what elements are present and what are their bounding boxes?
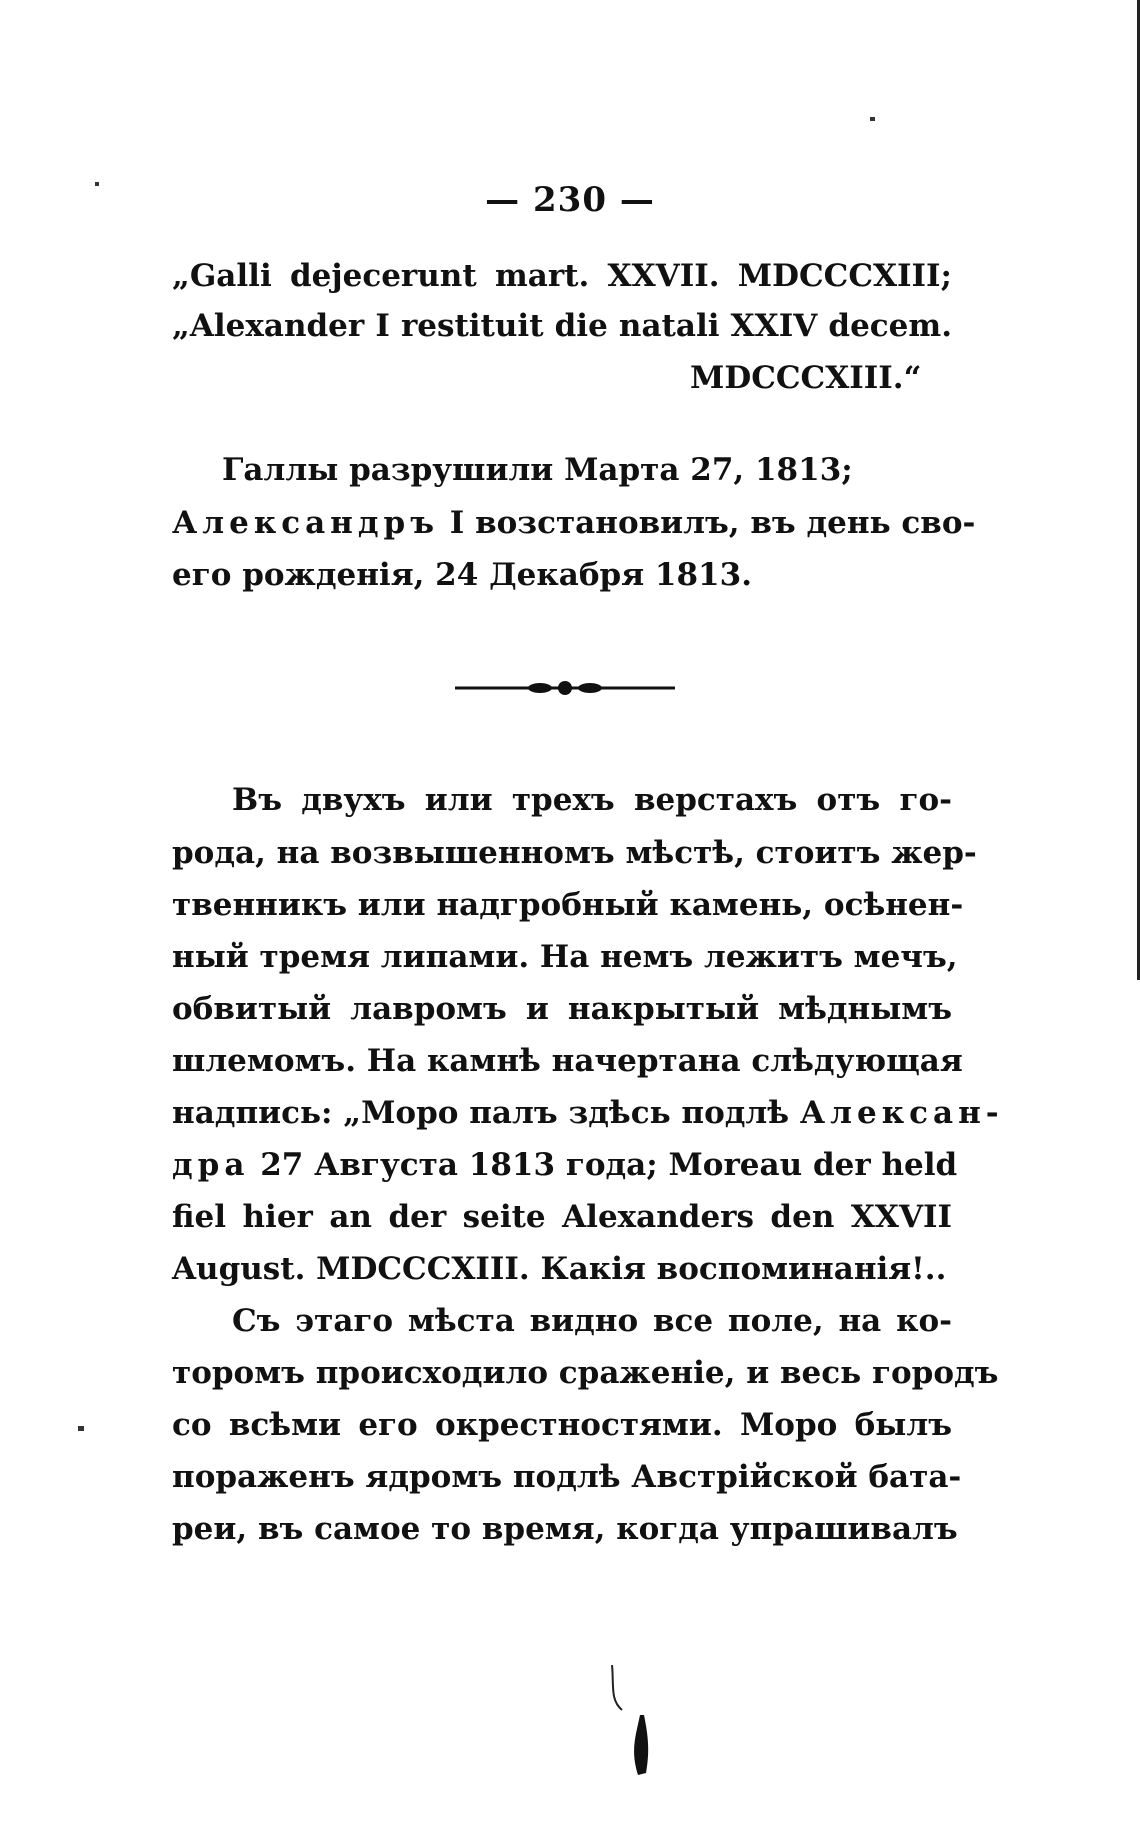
paragraph1-line-6: шлемомъ. На камнѣ начертана слѣдующая [172,1043,963,1079]
page-number: — 230 — [485,180,655,220]
russian-line-1: Галлы разрушили Марта 27, 1813; [222,452,853,488]
paragraph2-line-2: торомъ происходило сраженіе, и весь городъ [172,1355,999,1391]
paragraph1-line-5: обвитый лавромъ и накрытый мѣднымъ [172,991,952,1027]
ornament-divider [455,679,675,697]
latin-line-2: „Alexander I restituit die natali XXIV decem. [172,308,952,344]
paragraph1-line-10: August. MDCCCXIII. Какія воспоминанія!.. [172,1251,947,1287]
name-alexander: Александръ [172,505,439,541]
name-alexandra-2: дра [172,1147,250,1183]
paragraph2-line-1: Съ этаго мѣста видно все поле, на ко- [232,1303,952,1339]
paragraph1-line-3: твенникъ или надгробный камень, осѣнен- [172,887,964,923]
paragraph2-line-3: со всѣми его окрестностями. Моро былъ [172,1407,952,1443]
paragraph1-line-7-start: надпись: „Моро палъ здѣсь подлѣ [172,1095,790,1131]
paragraph2-line-4: пораженъ ядромъ подлѣ Австрійской бата- [172,1459,962,1495]
paragraph2-line-5: реи, въ самое то время, когда упрашивалъ [172,1511,958,1547]
scan-speck [95,182,99,186]
paragraph1-line-4: ный тремя липами. На немъ лежитъ мечъ, [172,939,958,975]
scan-speck [78,1426,84,1431]
paragraph1-line-9: fiel hier an der seite Alexanders den XXVII [172,1199,952,1235]
scan-speck [870,117,875,121]
russian-line-2 [172,505,976,541]
scan-smudge [600,1665,660,1785]
latin-line-3: MDCCCXIII.“ [690,360,922,396]
paragraph1-line-2: рода, на возвышенномъ мѣстѣ, стоитъ жер- [172,835,977,871]
paragraph1-line-1: Въ двухъ или трехъ верстахъ отъ го- [232,782,952,818]
name-alexandra-1: Алексан- [799,1095,1004,1131]
russian-line-2-rest: I возстановилъ, въ день сво- [449,505,976,541]
paragraph1-line-8-rest: 27 Августа 1813 года; Moreau der held [260,1147,958,1183]
paragraph1-line-8 [172,1147,958,1183]
latin-line-1: „Galli dejecerunt mart. XXVII. MDCCCXIII; [172,258,952,294]
russian-line-3: его рожденія, 24 Декабря 1813. [172,557,752,593]
paragraph1-line-7 [172,1095,1004,1131]
